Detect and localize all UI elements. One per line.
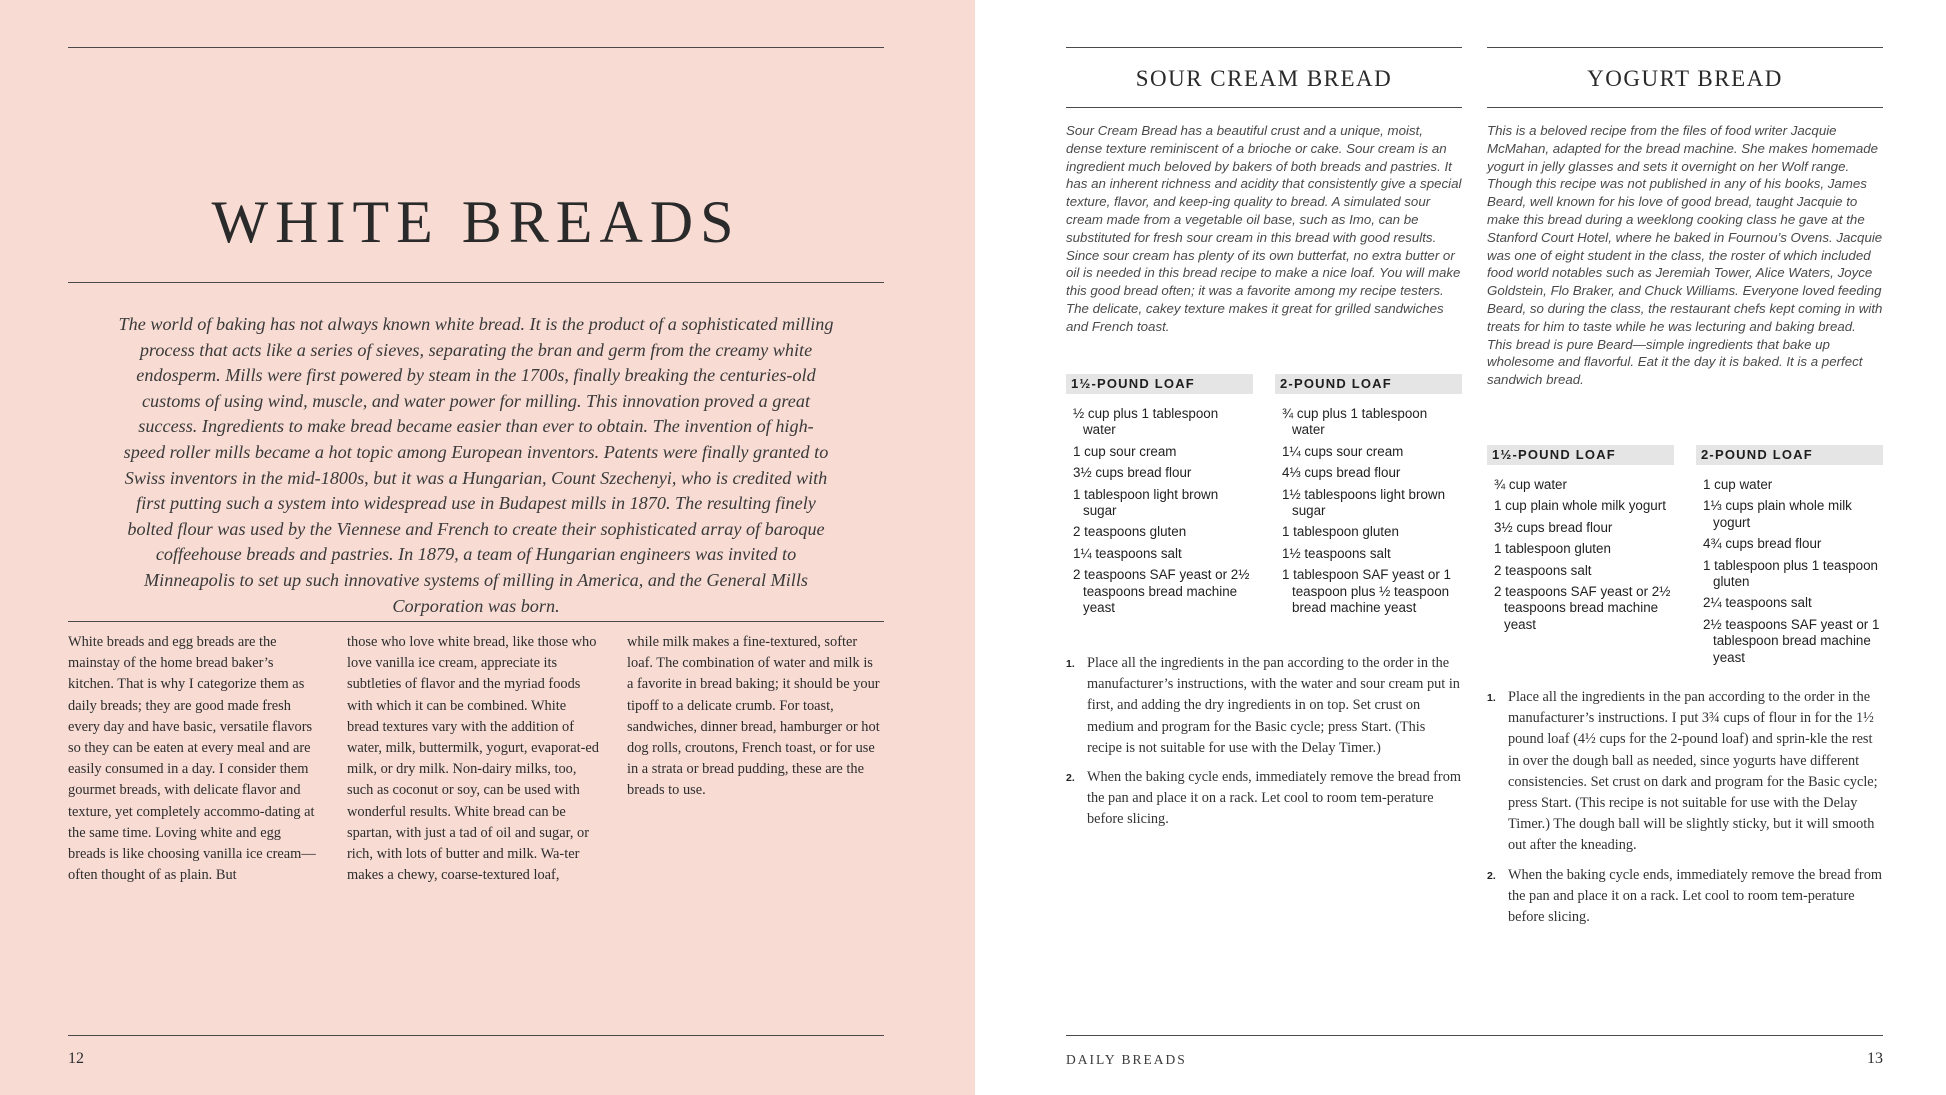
ingredient-list <box>1487 477 1674 633</box>
ingredient: ¾ cup water <box>1494 477 1567 492</box>
method-step <box>1487 687 1883 857</box>
chapter-title: WHITE BREADS <box>211 189 741 255</box>
ingredient: 1 cup water <box>1703 477 1773 492</box>
loaf-size-label: 2-POUND LOAF <box>1275 374 1462 394</box>
ingredient: 2 teaspoons salt <box>1494 562 1592 578</box>
method-step <box>1066 767 1462 831</box>
step-text: Place all the ingredients in the pan according to the order in the manufacturer’s instructions. I put 3¾ cups of flour in for the 1½ pound loaf (4½ cups for the 2-pound loaf) and sprin-kle the rest in over the dough ball as needed, since yogurts have different consistencies. Set crust on dark and program for the Basic cycle; press Start. (This recipe is not suitable for use with the Delay Timer.) The dough ball will be slightly sticky, but it will smooth out after the kneading. <box>1508 689 1878 854</box>
intro-rule <box>68 621 884 622</box>
method-steps <box>1487 687 1883 936</box>
step-number: 1. <box>1487 692 1496 704</box>
step-number: 2. <box>1487 869 1496 882</box>
ingredient-list <box>1696 477 1883 666</box>
ingredient: 1¼ cups sour cream <box>1282 443 1404 459</box>
ingredient: 1½ tablespoons light brown sugar <box>1282 486 1446 519</box>
body-column-3: while milk makes a fine-textured, softer loaf. The combination of water and milk is a favorite in bread baking; it should be your tipoff to a delicate crumb. For toast, sandwiches, dinner bread, hamburger or hot dog rolls, croutons, French toast, or for use in a strata or bread pudding, these are the breads to use. <box>627 634 880 799</box>
recipe-top-rule <box>1066 47 1462 48</box>
ingredient: 2¼ teaspoons salt <box>1703 595 1812 611</box>
running-head: DAILY BREADS <box>1066 1052 1187 1067</box>
method-steps <box>1066 653 1462 839</box>
loaf-2-pound <box>1696 445 1883 671</box>
ingredient: 1¼ teaspoons salt <box>1073 545 1182 561</box>
loaf-2-pound <box>1275 374 1462 621</box>
top-rule <box>68 47 884 48</box>
ingredient: 4⅓ cups bread flour <box>1282 465 1401 481</box>
method-step <box>1487 865 1883 929</box>
ingredient: 2½ teaspoons SAF yeast or 1 tablespoon bread machine yeast <box>1703 616 1880 665</box>
ingredient: 4¾ cups bread flour <box>1703 536 1822 552</box>
ingredient: 1 cup plain whole milk yogurt <box>1494 498 1666 514</box>
recipe-headnote: This is a beloved recipe from the files of food writer Jacquie McMahan, adapted for the bread machine. She makes homemade yogurt in jelly glasses and sets it overnight on her Wolf range. Though this recipe was not published in any of his books, James Beard, well known for his love of good bread, taught Jacquie to make this bread during a weeklong cooking class he gave at the Stanford Court Hotel, where he baked in Fournou’s Ovens. Jacquie was one of eight student in the class, the roster of which included food world notables such as Jeremiah Tower, Alice Waters, Joyce Goldstein, Flo Braker, and Chuck Williams. Everyone loved feeding Beard, so during the class, the restaurant chefs kept coming in with treats for him to taste while he was lecturing and baking bread. This bread is pure Beard—simple ingredients that bake up wholesome and flavorful. Eat it the day it is baked. It is a perfect sandwich bread. <box>1487 123 1883 388</box>
title-rule <box>68 282 884 283</box>
body-column-2: those who love white bread, like those who love vanilla ice cream, appreciate its subtleties of flavor and the myriad foods with which it can be combined. White bread textures vary with the addition of water, milk, buttermilk, yogurt, evaporat-ed milk, or dry milk. Non-dairy milks, too, such as coconut or soy, can be used with wonderful results. White bread can be spartan, with just a tad of oil and sugar, or rich, with lots of butter and milk. Wa-ter makes a chewy, coarse-textured loaf, <box>347 634 599 884</box>
ingredient: 3½ cups bread flour <box>1494 519 1613 535</box>
ingredient: 1 tablespoon gluten <box>1494 541 1611 557</box>
loaf-size-label: 2-POUND LOAF <box>1696 445 1883 465</box>
ingredient: 1 tablespoon SAF yeast or 1 teaspoon plus ½ teaspoon bread machine yeast <box>1282 567 1451 616</box>
footer-rule <box>68 1035 884 1036</box>
ingredient: 2 teaspoons gluten <box>1073 524 1187 540</box>
ingredient: 1½ teaspoons salt <box>1282 545 1391 561</box>
recipe-headnote: Sour Cream Bread has a beautiful crust and a unique, moist, dense texture reminiscent of a brioche or cake. Sour cream is an ingredient much beloved by bakers of both breads and pastries. It has an inherent richness and acidity that consistently give a special texture, flavor, and keep-ing quality to bread. A simulated sour cream made from a vegetable oil base, such as Imo, can be substituted for fresh sour cream in this bread with good results. Since sour cream has plenty of its own butterfat, no extra butter or oil is needed in this bread recipe to make a nice loaf. You will make this good bread often; it was a favorite among my recipe testers. The delicate, cakey texture makes it great for grilled sandwiches and French toast. <box>1066 123 1462 334</box>
ingredient-list <box>1066 406 1253 616</box>
ingredient: 1 tablespoon plus 1 teaspoon gluten <box>1703 557 1878 590</box>
ingredient: 2 teaspoons SAF yeast or 2½ teaspoons bread machine yeast <box>1494 584 1671 632</box>
page-number: 12 <box>68 1050 84 1067</box>
ingredient: 1 tablespoon gluten <box>1282 524 1399 540</box>
ingredient: ½ cup plus 1 tablespoon water <box>1073 406 1219 438</box>
ingredient: 2 teaspoons SAF yeast or 2½ teaspoons bread machine yeast <box>1073 567 1250 616</box>
right-page <box>975 0 1946 1095</box>
loaf-1-5-pound <box>1487 445 1674 638</box>
ingredient: 1 tablespoon light brown sugar <box>1073 486 1219 519</box>
step-text: When the baking cycle ends, immediately remove the bread from the pan and place it on a rack. Let cool to room tem-perature before slicing. <box>1508 866 1882 926</box>
method-step <box>1066 653 1462 759</box>
recipe-title: YOGURT BREAD <box>1587 66 1783 91</box>
recipe-top-rule <box>1487 47 1883 48</box>
loaf-size-label: 1½-POUND LOAF <box>1066 374 1253 394</box>
ingredient-list <box>1275 406 1462 616</box>
ingredient: 1 cup sour cream <box>1073 443 1177 459</box>
page-number: 13 <box>1867 1050 1883 1067</box>
recipe-title: SOUR CREAM BREAD <box>1135 66 1393 91</box>
chapter-intro: The world of baking has not always known white bread. It is the product of a sophisticated milling process that acts like a series of sieves, separating the bran and germ from the creamy white endosperm. Mills were first powered by steam in the 1700s, finally breaking the centuries-old customs of using wind, muscle, and water power for milling. This innovation proved a great success. Ingredients to make bread became easier than ever to obtain. The invention of high-speed roller mills became a hot topic among European inventors. Patents were finally granted to Swiss inventors in the mid-1800s, but it was a Hungarian, Count Szechenyi, who is credited with first putting such a system into widespread use in Budapest mills in 1870. The resulting finely bolted flour was used by the Viennese and French to create their sophisticated array of baroque coffeehouse breads and pastries. In 1879, a team of Hungarian engineers was invited to Minneapolis to set up such innovative systems of milling in America, and the General Mills Corporation was born. <box>118 314 834 616</box>
recipe-title-rule <box>1066 107 1462 108</box>
step-text: Place all the ingredients in the pan according to the order in the manufacturer’s instructions, with the water and sour cream put in first, and adding the dry ingredients in on top. Set crust on medium and program for the Basic cycle; press Start. (This recipe is not suitable for use with the Delay Timer.) <box>1087 655 1460 756</box>
body-column-1: White breads and egg breads are the mainstay of the home bread baker’s kitchen. That is why I categorize them as daily breads; they are good made fresh every day and have basic, versatile flavors so they can be eaten at every meal and are easily consumed in a day. I consider them gourmet breads, with delicate flavor and texture, yet completely accommo-dating at the same time. Loving white and egg breads is like choosing vanilla ice cream—often thought of as plain. But <box>68 634 316 884</box>
ingredient: 3½ cups bread flour <box>1073 465 1192 481</box>
footer-rule <box>1066 1035 1883 1036</box>
step-number: 2. <box>1066 772 1075 785</box>
recipe-title-rule <box>1487 107 1883 108</box>
ingredient: ¾ cup plus 1 tablespoon water <box>1282 406 1428 438</box>
loaf-size-label: 1½-POUND LOAF <box>1487 445 1674 465</box>
ingredient: 1⅓ cups plain whole milk yogurt <box>1703 498 1852 530</box>
loaf-1-5-pound <box>1066 374 1253 621</box>
step-text: When the baking cycle ends, immediately remove the bread from the pan and place it on a rack. Let cool to room tem-perature before slicing. <box>1087 769 1461 828</box>
step-number: 1. <box>1066 658 1075 670</box>
